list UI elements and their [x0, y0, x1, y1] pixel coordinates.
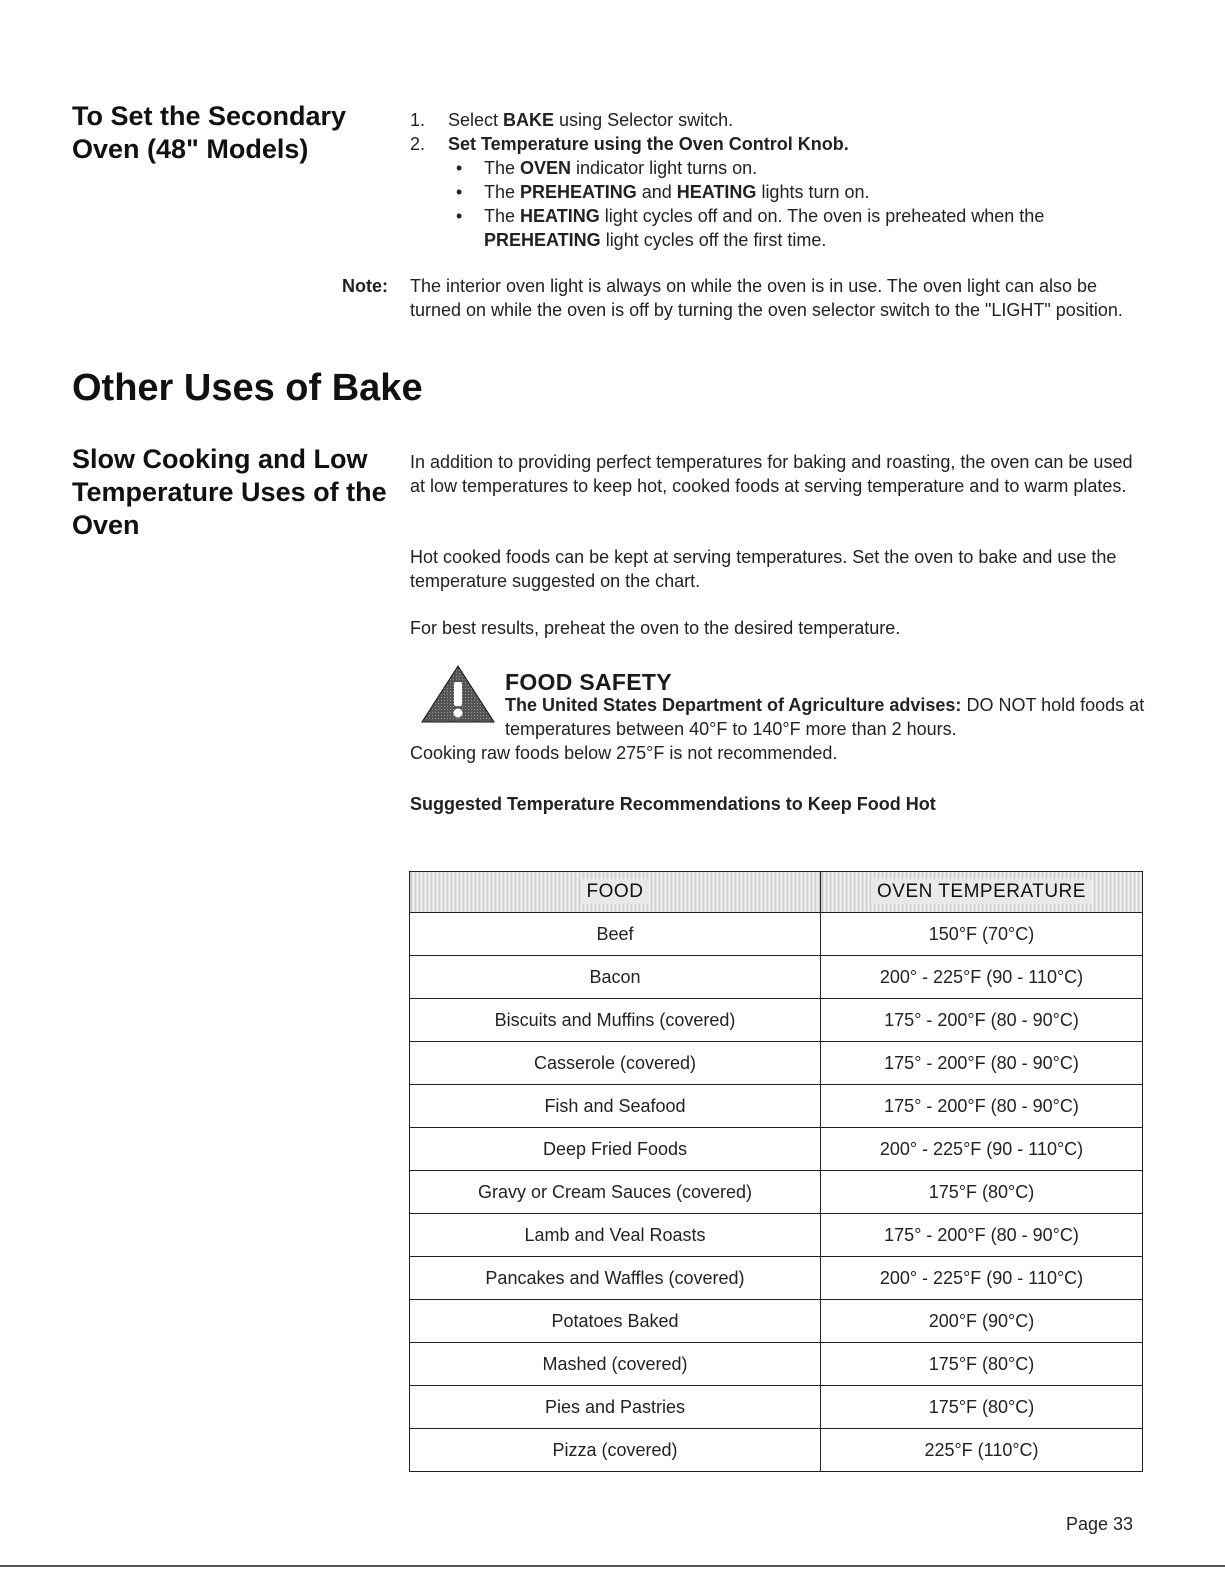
bullet-text: and: [636, 182, 677, 202]
step-bold: BAKE: [503, 110, 555, 130]
bullet-bold: HEATING: [520, 206, 600, 226]
bullet-text: light cycles off the first time.: [600, 230, 827, 250]
warning-triangle-icon: [420, 664, 496, 724]
intro-paragraph: In addition to providing perfect temperatures for baking and roasting, the oven can be used at low temperatures to keep hot, cooked foods at serving temperature and to warm plates.: [410, 452, 1133, 496]
secondary-oven-steps: [410, 108, 1150, 252]
temp-cell: 175°F (80°C): [821, 1386, 1143, 1429]
step-number: 2.: [410, 134, 426, 154]
preheat-paragraph: For best results, preheat the oven to the desired temperature.: [410, 618, 901, 638]
food-safety-bold: The United States Department of Agriculture advises:: [505, 695, 962, 715]
temp-cell: 200°F (90°C): [821, 1300, 1143, 1343]
temp-cell: 175°F (80°C): [821, 1171, 1143, 1214]
slow-cooking-heading-line1: Slow Cooking and Low: [72, 444, 368, 474]
bullet-item: [448, 180, 1150, 204]
temp-cell: 225°F (110°C): [821, 1429, 1143, 1472]
bullet-text: The: [484, 206, 521, 226]
table-row: [410, 1128, 1143, 1171]
bullet-text: indicator light turns on.: [571, 158, 758, 178]
table-row: [410, 1386, 1143, 1429]
serving-paragraph: Hot cooked foods can be kept at serving temperatures. Set the oven to bake and use the temperature suggested on the chart.: [410, 547, 1117, 591]
temperature-table-wrapper: [409, 871, 1143, 1472]
temperature-table: [409, 871, 1143, 1472]
food-cell: Pies and Pastries: [410, 1386, 821, 1429]
secondary-oven-heading: [72, 100, 392, 166]
warning-icon-wrapper: [420, 664, 496, 724]
step-item: [410, 108, 1150, 132]
food-safety-text: [505, 693, 1145, 741]
header-oven-temperature: [821, 872, 1143, 913]
temp-cell: 175° - 200°F (80 - 90°C): [821, 1214, 1143, 1257]
header-food: [410, 872, 821, 913]
slow-cooking-heading-line2: Temperature Uses of the: [72, 477, 387, 507]
bullet-text: The: [484, 158, 521, 178]
temp-cell: 175° - 200°F (80 - 90°C): [821, 1042, 1143, 1085]
temp-cell: 200° - 225°F (90 - 110°C): [821, 1257, 1143, 1300]
food-cell: Lamb and Veal Roasts: [410, 1214, 821, 1257]
food-cell: Pancakes and Waffles (covered): [410, 1257, 821, 1300]
temp-cell: 150°F (70°C): [821, 913, 1143, 956]
bullet-bold: PREHEATING: [484, 230, 601, 250]
step-text: using Selector switch.: [554, 110, 734, 130]
food-cell: Casserole (covered): [410, 1042, 821, 1085]
bullet-text: The: [484, 182, 521, 202]
header-food-label: FOOD: [581, 879, 650, 904]
bullet-text: lights turn on.: [756, 182, 870, 202]
temp-cell: 175° - 200°F (80 - 90°C): [821, 1085, 1143, 1128]
table-header-row: [410, 872, 1143, 913]
table-row: [410, 1257, 1143, 1300]
bullet-bold: PREHEATING: [520, 182, 637, 202]
food-cell: Fish and Seafood: [410, 1085, 821, 1128]
food-cell: Biscuits and Muffins (covered): [410, 999, 821, 1042]
page-title: Other Uses of Bake: [72, 367, 423, 409]
food-cell: Potatoes Baked: [410, 1300, 821, 1343]
table-row: [410, 1085, 1143, 1128]
food-cell: Gravy or Cream Sauces (covered): [410, 1171, 821, 1214]
bullet-item: [448, 156, 1150, 180]
table-row: [410, 1343, 1143, 1386]
note-text: The interior oven light is always on while the oven is in use. The oven light can also be turned on while the oven is off by turning the oven selector switch to the "LIGHT" position.: [410, 276, 1123, 320]
step-item: [410, 132, 1150, 156]
secondary-oven-heading-line2: Oven (48" Models): [72, 134, 309, 164]
slow-cooking-heading-line3: Oven: [72, 510, 140, 540]
temp-cell: 200° - 225°F (90 - 110°C): [821, 956, 1143, 999]
step-bold: Set Temperature using the Oven Control Knob.: [448, 134, 849, 154]
secondary-oven-heading-line1: To Set the Secondary: [72, 101, 347, 131]
food-safety-title: FOOD SAFETY: [505, 669, 672, 695]
temp-cell: 175° - 200°F (80 - 90°C): [821, 999, 1143, 1042]
table-row: [410, 956, 1143, 999]
bullet-text: light cycles off and on. The oven is preheated when the: [599, 206, 1045, 226]
temp-cell: 200° - 225°F (90 - 110°C): [821, 1128, 1143, 1171]
bottom-divider: [0, 1565, 1225, 1567]
food-cell: Pizza (covered): [410, 1429, 821, 1472]
table-caption: Suggested Temperature Recommendations to Keep Food Hot: [410, 794, 936, 814]
food-cell: Bacon: [410, 956, 821, 999]
table-row: [410, 1214, 1143, 1257]
table-row: [410, 913, 1143, 956]
table-row: [410, 1171, 1143, 1214]
raw-food-note: Cooking raw foods below 275°F is not recommended.: [410, 743, 838, 763]
bullet-bold: HEATING: [676, 182, 757, 202]
slow-cooking-heading: [72, 443, 402, 542]
table-row: [410, 999, 1143, 1042]
table-row: [410, 1429, 1143, 1472]
step-text: Select: [448, 110, 504, 130]
step-number: 1.: [410, 110, 426, 130]
page-number: Page 33: [1066, 1514, 1134, 1534]
bullet-dot: •: [456, 158, 463, 178]
food-cell: Beef: [410, 913, 821, 956]
table-row: [410, 1042, 1143, 1085]
table-row: [410, 1300, 1143, 1343]
food-cell: Mashed (covered): [410, 1343, 821, 1386]
bullet-item: [448, 204, 1144, 252]
temp-cell: 175°F (80°C): [821, 1343, 1143, 1386]
food-cell: Deep Fried Foods: [410, 1128, 821, 1171]
note-label: Note:: [342, 276, 388, 296]
bullet-dot: •: [456, 182, 463, 202]
food-safety-warning: DO NOT hold foods at temperatures between 40°F to 140°F more than 2 hours.: [505, 695, 1145, 739]
header-temp-label: OVEN TEMPERATURE: [871, 879, 1092, 904]
bullet-dot: •: [456, 206, 463, 226]
bullet-bold: OVEN: [520, 158, 572, 178]
